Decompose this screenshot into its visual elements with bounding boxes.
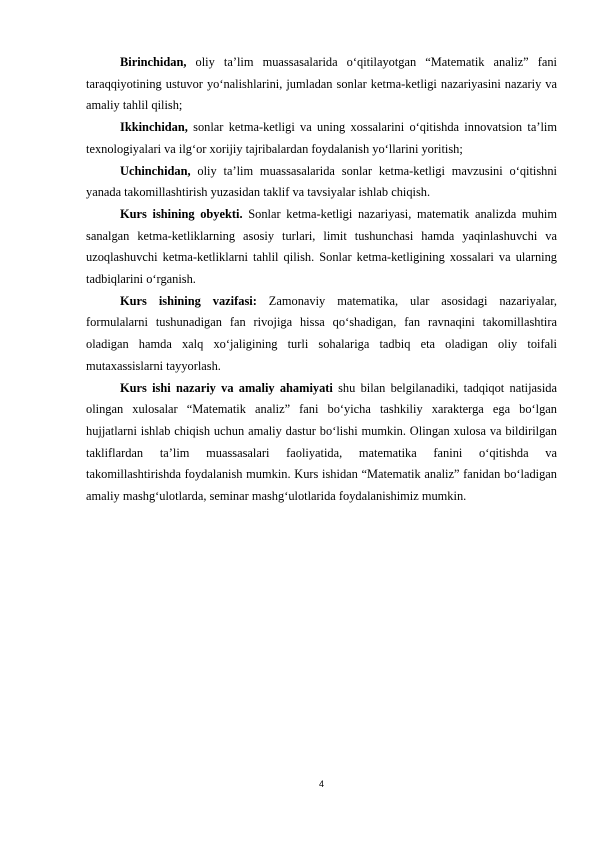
paragraph-task	[86, 291, 557, 378]
paragraph-first	[86, 52, 557, 117]
paragraph-text: Zamonaviy matematika, ular asosidagi nazariyalar, formulalarni tushunadigan fan rivojiga hissa qo‘shadigan, fan ravnaqini takomillashtira oladigan hamda xalq xo‘jaligining turli sohalariga tadbiq eta oladigan oliy toifali mutaxassislarni tayyorlash.	[86, 293, 557, 373]
paragraph-text: Sonlar ketma-ketligi nazariyasi, matematik analizda muhim sanalgan ketma-ketliklarning asosiy turlari, limit tushunchasi hamda yaqinlashuvchi va uzoqlashuvchi ketma-ketliklarni tahlil qilish. Sonlar ketma-ketligining xossalari va ularning tadbiqlarini o‘rganish.	[86, 206, 558, 287]
paragraph-significance	[86, 378, 557, 508]
paragraph-third	[86, 161, 557, 204]
paragraph-lead: Kurs ishining vazifasi:	[120, 293, 257, 308]
page-number: 4	[318, 779, 324, 789]
paragraph-text: shu bilan belgilanadiki, tadqiqot natijasida olingan xulosalar “Matematik analiz” fani bo‘yicha tashkiliy xarakterga ega bo‘lgan hujjatlarni ishlab chiqish uchun amaliy dastur bo‘lishi mumkin. Olingan xulosa va bildirilgan takliflardan ta’lim muassasalari faoliyatida, matematika fanini o‘qitishda va takomillashtirishda foydalanish mumkin. Kurs ishidan “Matematik analiz” fanidan bo‘ladigan amaliy mashg‘ulotlarda, seminar mashg‘ulotlarida foydalanishimiz mumkin.	[86, 380, 557, 504]
paragraph-lead: Kurs ishi nazariy va amaliy ahamiyati	[120, 380, 333, 395]
paragraph-lead: Ikkinchidan,	[120, 120, 188, 135]
paragraph-text: oliy ta’lim muassasalarida o‘qitilayotgan “Matematik analiz” fani taraqqiyotining ustuvor yo‘nalishlarini, jumladan sonlar ketma-ketligi nazariyasini nazariy va amaliy tahlil qilish;	[86, 55, 557, 113]
paragraph-lead: Birinchidan,	[120, 55, 187, 69]
paragraph-text: sonlar ketma-ketligi va uning xossalarini o‘qitishda innovatsion ta’lim texnologiyalari va ilg‘or xorijiy tajribalardan foydalanish yo‘llarini yoritish;	[86, 120, 557, 156]
paragraph-text: oliy ta’lim muassasalarida sonlar ketma-ketligi mavzusini o‘qitishni yanada takomillashtirish yuzasidan taklif va tavsiyalar ishlab chiqish.	[86, 163, 557, 200]
paragraph-lead: Uchinchidan,	[120, 163, 191, 178]
paragraph-object	[86, 204, 557, 291]
document-body	[86, 52, 557, 508]
paragraph-second	[86, 117, 557, 160]
paragraph-lead: Kurs ishining obyekti.	[120, 206, 243, 221]
